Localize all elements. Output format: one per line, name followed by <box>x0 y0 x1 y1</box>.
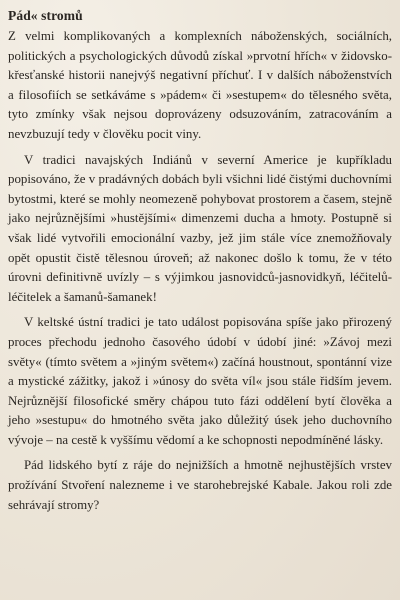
section-heading: Pád« stromů <box>8 8 83 23</box>
paragraph-3: V keltské ústní tradici je tato událost popisována spíše jako přirozený proces přechodu jednoho časového údobí v údobí jiné: »Závoj mezi světy« (tímto světem a »jiným světem«) začíná houstnout, spontánní vize a mystické zážitky, jakož i »únosy do světa víl« jsou stále řidším jevem. Nejrůznější filosofické směry chápou tuto fázi oddělení bytí člověka a jeho »sestupu« do hmotného světa jako důležitý úsek jeho duchovního vývoje – na cestě k vyššímu vědomí a ke schopnosti nepodmíněné lásky. <box>8 315 392 447</box>
paragraph-2: V tradici navajských Indiánů v severní Americe je kupříkladu popisováno, že v pradávných dobách byli všichni lidé čistými duchovními bytostmi, které se mohly neomezeně pohybovat prostorem a časem, stejně jako nejrůznějšími »hustějšími« dimenzemi ducha a hmoty. Postupně si však lidé vytvořili emocionální vazby, jež jim stále více znemožňovaly opět opustit čistě tělesnou úroveň; až nakonec došlo k tomu, že v této úrovni definitivně uvízly – s výjimkou jasnovidců-jasnovidkyň, léčitelů-léčitelek a šamanů-šamanek! <box>8 152 392 304</box>
paragraph-4: Pád lidského bytí z ráje do nejnižších a hmotně nejhustějších vrstev prožívání Stvoření nalezneme i ve starohebrejské Kabale. Jakou roli zde sehrávají stromy? <box>8 458 392 512</box>
paragraph-1: Z velmi komplikovaných a komplexních náboženských, sociálních, politických a psychologických důvodů získal »prvotní hřích« v židovskokřesťanské historii nanejvýš negativní příchuť. I v dalších náboženstvích a filosofiích se setkáváme s »pádem« či »sestupem« do tělesného světa, tyto zmínky však nejsou doprovázeny odsuzováním, zatracováním a nevzbuzují tedy v člověku pocit viny. <box>8 29 392 141</box>
